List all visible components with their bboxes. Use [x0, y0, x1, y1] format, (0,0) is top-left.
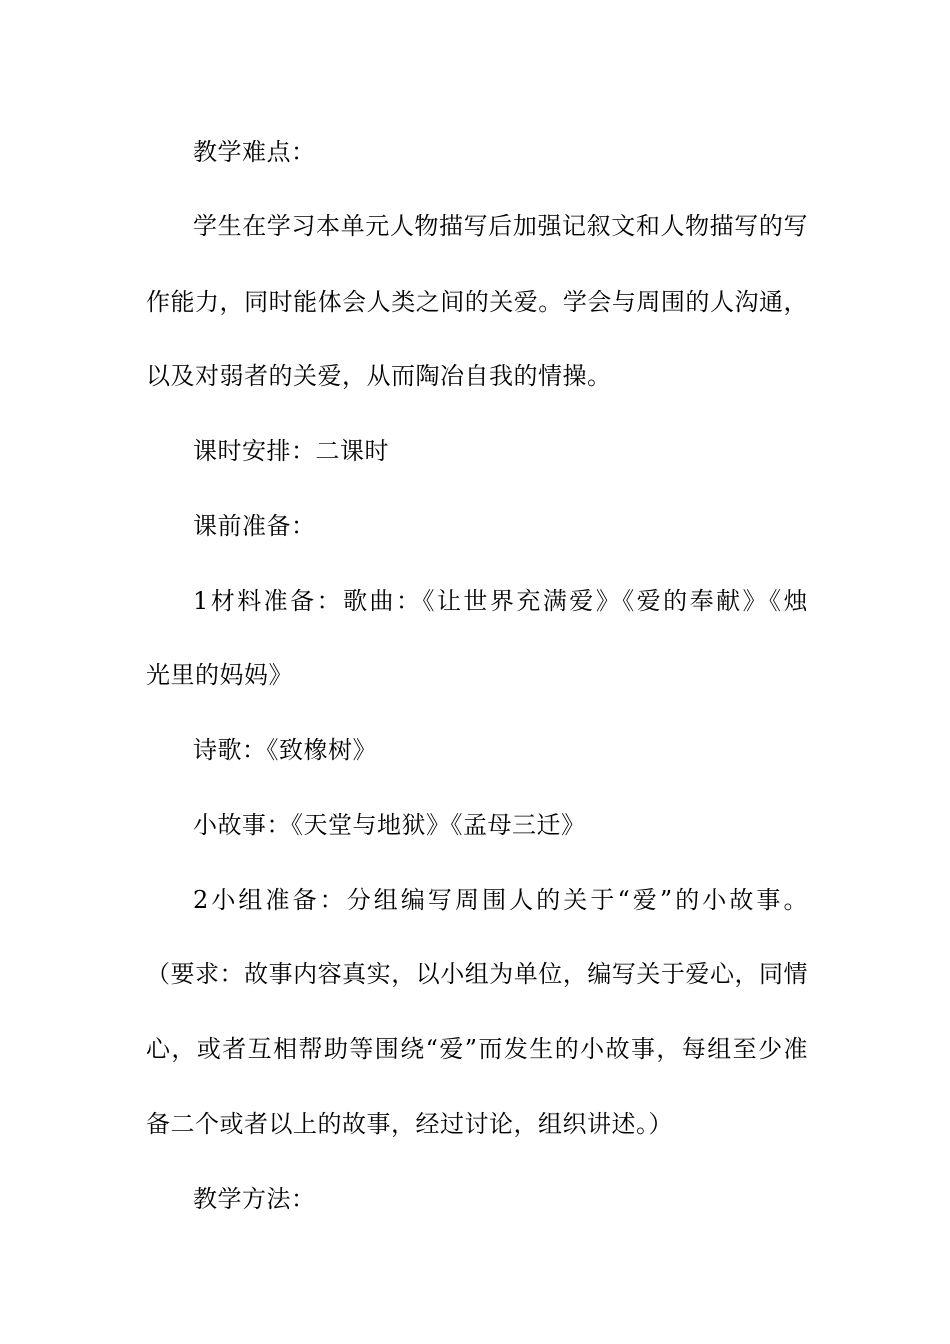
- paragraph-line: 2小组准备：分组编写周围人的关于“爱”的小故事。: [193, 886, 808, 914]
- heading-teaching-methods: 教学方法：: [193, 1185, 316, 1213]
- paragraph-line: 学生在学习本单元人物描写后加强记叙文和人物描写的写: [193, 212, 808, 240]
- paragraph-line: 备二个或者以上的故事，经过讨论，组织讲述。）: [146, 1110, 673, 1138]
- paragraph-line: 心，或者互相帮助等围绕“爱”而发生的小故事，每组至少准: [146, 1035, 808, 1063]
- paragraph-line: 以及对弱者的关爱，从而陶冶自我的情操。: [146, 362, 612, 390]
- class-hours-line: 课时安排：二课时: [193, 437, 389, 465]
- heading-preparation: 课前准备：: [193, 512, 316, 540]
- paragraph-line: 作能力，同时能体会人类之间的关爱。学会与周围的人沟通，: [146, 288, 808, 316]
- paragraph-line: 1材料准备：歌曲：《让世界充满爱》《爱的奉献》《烛: [193, 587, 808, 615]
- heading-teaching-difficulties: 教学难点：: [193, 138, 316, 166]
- paragraph-line: 小故事：《天堂与地狱》《孟母三迁》: [193, 811, 586, 839]
- paragraph-line: 光里的妈妈》: [146, 661, 293, 689]
- paragraph-line: 诗歌：《致橡树》: [193, 736, 377, 764]
- paragraph-line: （要求：故事内容真实，以小组为单位，编写关于爱心，同情: [146, 960, 808, 988]
